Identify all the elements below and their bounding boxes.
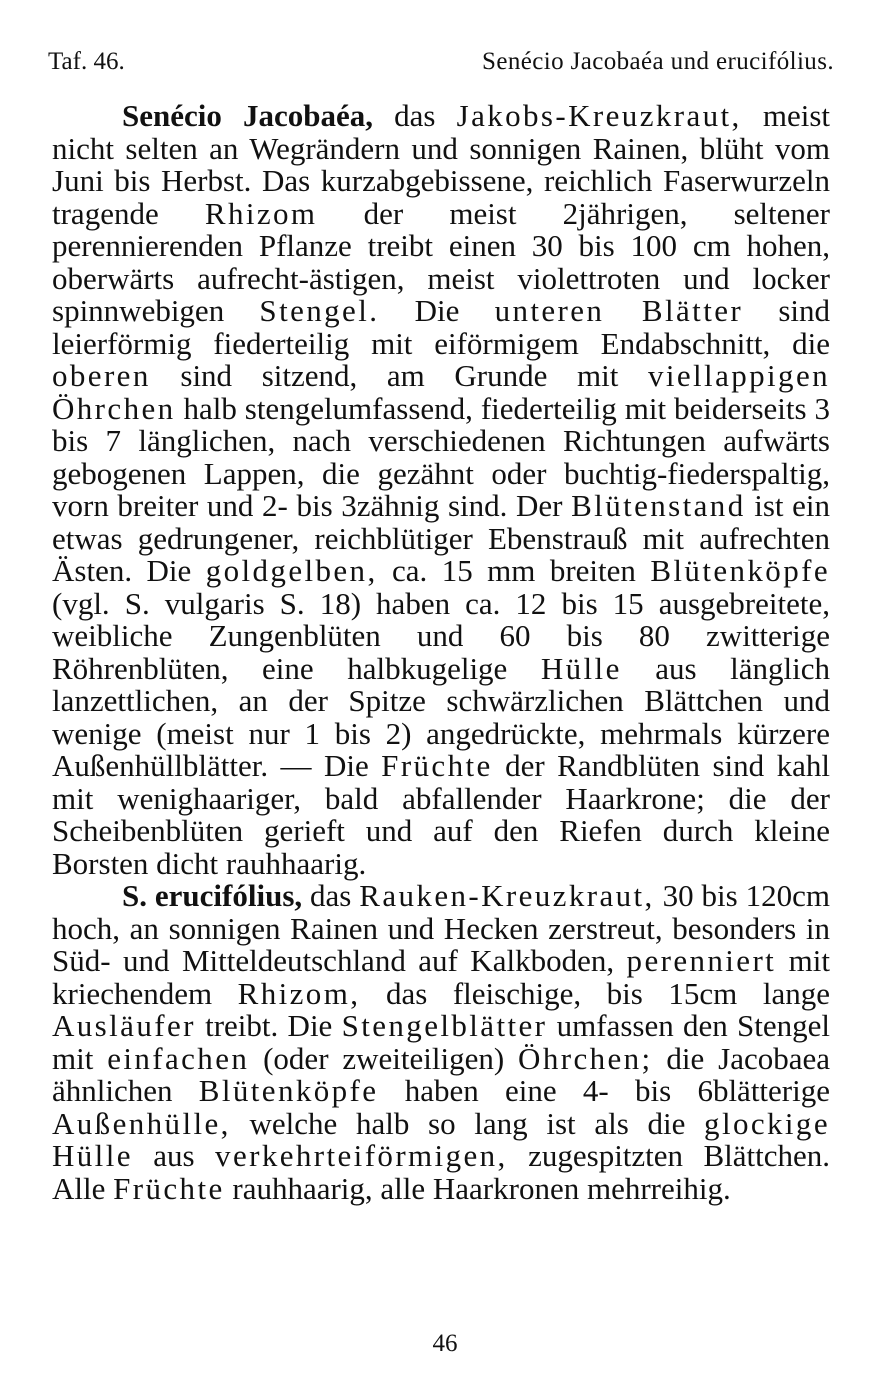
text-run: halb stengelumfassend, fiederteilig mit beiderseits 3 bis 7 länglichen, nach verschiedenen Richtungen aufwärts gebogenen Lappen, die gezähnt oder buchtig-fiederspaltig, vorn breiter und 2- bis 3zähnig sind. Der	[52, 390, 830, 523]
text-run: ist ein etwas gedrungener, reichblütiger Ebenstrauß mit aufrechten Ästen. Die	[52, 488, 830, 588]
paragraph-senecio-jacobaea	[52, 100, 830, 880]
emphasized-term: Stengel.	[259, 293, 380, 328]
emphasized-term: Hülle	[540, 650, 622, 686]
text-run: zugespitzten Blättchen. Alle	[52, 1138, 831, 1206]
text-run: der meist 2jährigen, seltener perennierenden Pflanze treibt einen 30 bis 100 cm hohen, oberwärts aufrecht-ästigen, meist violettroten und locker spinnwebigen	[52, 195, 831, 328]
text-run: aus	[132, 1138, 216, 1173]
emphasized-term: einfachen	[107, 1040, 250, 1076]
text-run: treibt. Die	[195, 1008, 342, 1043]
emphasized-term: Rhizom	[204, 195, 318, 231]
emphasized-term: Rauken-Kreuzkraut,	[359, 878, 655, 913]
text-run: der Randblüten sind kahl mit wenighaariger, bald abfallender Haarkrone; die der Scheibenblüten gerieft und auf den Riefen durch kleine Borsten dicht rauhhaarig.	[52, 748, 830, 881]
emphasized-term: Früchte	[113, 1170, 225, 1206]
emphasized-term: perenniert	[626, 943, 777, 978]
emphasized-term: unteren Blätter	[494, 293, 744, 328]
emphasized-term: Ausläufer	[52, 1008, 196, 1043]
running-header	[48, 44, 834, 80]
text-run: (vgl. S. vulgaris S. 18) haben ca. 12 bis 15 ausgebreitete, weibliche Zungenblüten und 60 bis 80 zwitterige Röhrenblüten, eine halbkugelige	[52, 585, 830, 686]
emphasized-term: oberen	[52, 358, 151, 393]
emphasized-term: goldgelben,	[205, 553, 378, 588]
text-run: das	[373, 98, 457, 133]
emphasized-term: Öhrchen;	[518, 1040, 653, 1076]
text-run: (oder zweiteiligen)	[249, 1040, 519, 1076]
text-run: mit kriechendem	[52, 943, 830, 1011]
text-run: die Jacobaea ähnlichen	[52, 1040, 831, 1108]
emphasized-term: Rhizom,	[237, 975, 361, 1011]
emphasized-term: Außenhülle,	[52, 1105, 231, 1141]
text-run: ca. 15 mm breiten	[377, 553, 651, 588]
paragraph-senecio-erucifolius	[52, 880, 830, 1205]
species-name: Senécio Jacobaéa,	[122, 98, 374, 133]
text-run: haben eine 4- bis 6blätterige	[378, 1073, 830, 1108]
text-run: umfassen den Stengel mit	[52, 1008, 830, 1076]
emphasized-term: Blütenstand	[571, 488, 746, 523]
emphasized-term: viellappigen Öhrchen	[52, 358, 830, 426]
emphasized-term: verkehrteiförmigen,	[215, 1138, 508, 1173]
emphasized-term: Blütenköpfe	[198, 1073, 379, 1108]
text-run: 30 bis 120cm hoch, an sonnigen Rainen und Hecken zerstreut, besonders in Süd- und Mitteldeutschland auf Kalkboden,	[52, 878, 830, 978]
text-run: sind leierförmig fiederteilig mit eiförmigem Endabschnitt, die	[52, 293, 830, 361]
text-run: sind sitzend, am Grunde mit	[150, 358, 648, 393]
text-run: aus länglich lanzettlichen, an der Spitze schwärzlichen Blättchen und wenige (meist nur 1 bis 2) angedrückte, mehrmals kürzere Außenhüllblätter. — Die	[52, 650, 830, 783]
plate-number: Taf. 46.	[48, 48, 125, 75]
text-run: das	[302, 878, 360, 913]
running-title: Senécio Jacobaéa und erucifólius.	[482, 48, 834, 75]
emphasized-term: Stengelblätter	[341, 1008, 548, 1043]
emphasized-term: glockige Hülle	[52, 1105, 830, 1173]
body-text	[52, 100, 830, 1205]
species-name: S. erucifólius,	[122, 878, 303, 913]
text-run: rauhhaarig, alle Haarkronen mehrreihig.	[224, 1170, 731, 1206]
emphasized-term: Früchte	[381, 748, 493, 783]
text-run: welche halb so lang ist als die	[230, 1105, 705, 1141]
page-number: 46	[432, 1330, 458, 1357]
text-run: das fleischige, bis 15cm lange	[360, 975, 830, 1011]
text-run: Die	[379, 293, 495, 328]
emphasized-term: Jakobs-Kreuzkraut,	[456, 98, 742, 133]
emphasized-term: Blütenköpfe	[650, 553, 830, 588]
text-run: meist nicht selten an Wegrändern und sonnigen Rainen, blüht vom Juni bis Herbst. Das kurzabgebissene, reichlich Faserwurzeln tragende	[52, 98, 830, 231]
